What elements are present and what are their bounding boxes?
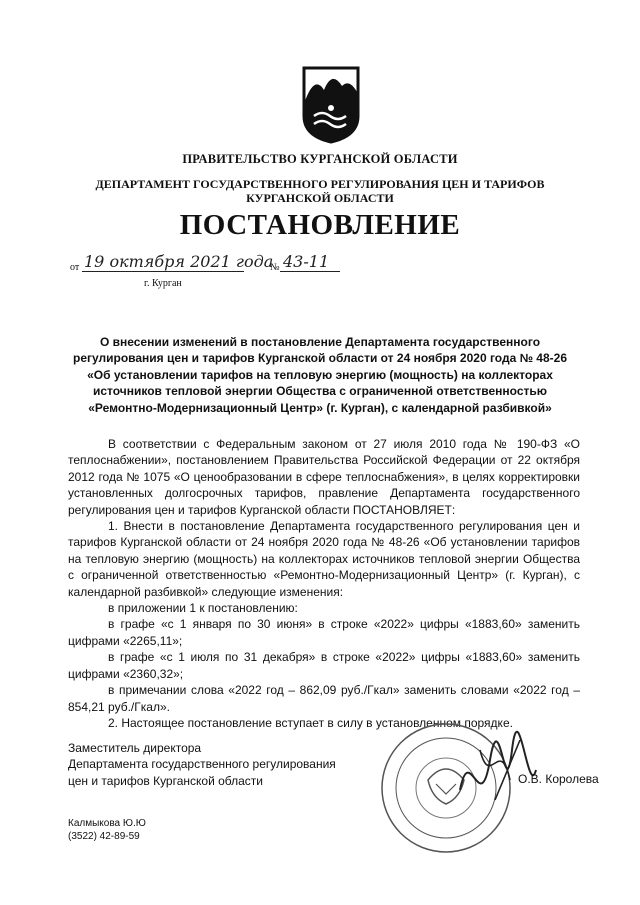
coat-of-arms-emblem [300, 64, 362, 144]
date-label: от [70, 262, 80, 273]
handwritten-date: 19 октября 2021 года [84, 252, 274, 271]
preamble-paragraph: В соответствии с Федеральным законом от 27 июля 2010 года № 190-ФЗ «О теплоснабжении», постановлением Правительства Российской Федерации от 22 октября 2012 года № 1075 «О ценообразовании в сфере теплоснабжения», в целях корректировки установленных долгосрочных тарифов, правление Департамента государственного регулирования цен и тарифов Курганской области ПОСТАНОВЛЯЕТ: [68, 437, 580, 517]
signatory-name: О.В. Королева [518, 772, 599, 786]
handwritten-number: 43-11 [283, 252, 330, 271]
document-subject: О внесении изменений в постановление Департамента государственного регулирования цен и тарифов Курганской области от 24 ноября 2020 года № 48-26 «Об установлении тарифов на тепловую энергию (мощность) на коллекторах источников тепловой энергии Общества с ограниченной ответственностью «Ремонтно-Модернизационный Центр» (г. Курган), с календарной разбивкой» [72, 335, 567, 415]
government-name: ПРАВИТЕЛЬСТВО КУРГАНСКОЙ ОБЛАСТИ [182, 152, 458, 166]
signatory-position-line1: Заместитель директора [68, 741, 202, 755]
item-1-paragraph: 1. Внести в постановление Департамента государственного регулирования цен и тарифов Курганской области от 24 ноября 2020 года № 48-26 «Об установлении тарифов на тепловую энергию (мощность) на коллекторах источников тепловой энергии Общества с ограниченной ответственностью «Ремонтно-Модернизационный Центр» (г. Курган), с календарной разбивкой» следующие изменения: [68, 519, 580, 599]
executor-info [68, 817, 146, 843]
executor-phone: (3522) 42-89-59 [68, 831, 140, 842]
signatory-position-line3: цен и тарифов Курганской области [68, 773, 263, 788]
number-label: № [270, 262, 280, 273]
number-underline [280, 271, 340, 272]
signatory-position-line2: Департамента государственного регулирования [68, 757, 336, 772]
item-2-paragraph: 2. Настоящее постановление вступает в силу в установленном порядке. [108, 715, 513, 730]
document-title: ПОСТАНОВЛЕНИЕ [179, 209, 461, 241]
date-underline [82, 271, 244, 272]
executor-name: Калмыкова Ю.Ю [68, 818, 146, 829]
item-1-c-paragraph: в графе «с 1 июля по 31 декабря» в строке «2022» цифры «1883,60» заменить цифрами «2360,32»; [68, 650, 580, 681]
issue-date-row [70, 252, 370, 276]
department-name-line1: ДЕПАРТАМЕНТ ГОСУДАРСТВЕННОГО РЕГУЛИРОВАНИЯ ЦЕН И ТАРИФОВ [95, 177, 545, 191]
item-1-b-paragraph: в графе «с 1 января по 30 июня» в строке «2022» цифры «1883,60» заменить цифрами «2265,11»; [68, 617, 580, 648]
item-1-d-paragraph: в примечании слова «2022 год – 862,09 руб./Гкал» заменить словами «2022 год – 854,21 руб./Гкал». [68, 683, 580, 714]
department-name-line2: КУРГАНСКОЙ ОБЛАСТИ [246, 191, 394, 205]
issue-city: г. Курган [144, 278, 182, 289]
signatory-position [68, 740, 336, 789]
item-1-a-paragraph: в приложении 1 к постановлению: [108, 601, 298, 616]
document-body [68, 436, 580, 731]
